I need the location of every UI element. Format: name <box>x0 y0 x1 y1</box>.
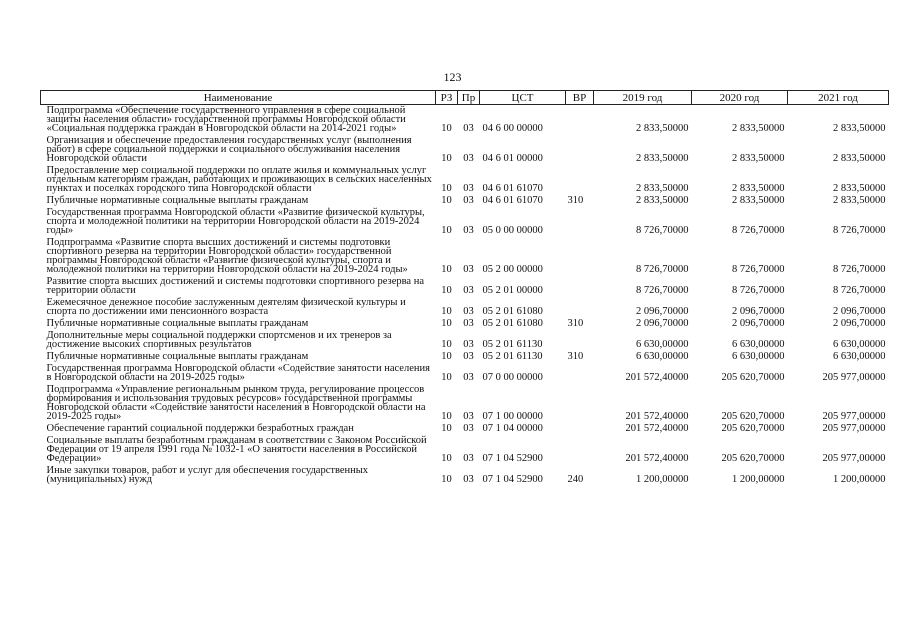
cell-2020: 8 726,70000 <box>732 285 785 296</box>
cell-pr: 03 <box>463 153 474 164</box>
table-row <box>41 105 889 136</box>
cell-vr: 240 <box>567 474 584 485</box>
cell-cst: 04 6 01 00000 <box>482 153 543 164</box>
cell-name: Подпрограмма «Развитие спорта высших достижений и системы подготовки спортивного резерва на территории Новгородской области» государственной программы Новгородской области «Развитие физической культуры, спорта и молодежной политики на территории Новгородской области на 2019-2024 годы» <box>46 237 408 275</box>
cell-2020: 1 200,00000 <box>732 474 785 485</box>
cell-2021: 1 200,00000 <box>833 474 886 485</box>
cell-vr <box>566 276 594 297</box>
cell-cst: 07 0 00 00000 <box>482 372 543 383</box>
cell-rz: 10 <box>441 195 452 206</box>
cell-2021: 2 096,70000 <box>833 318 886 329</box>
cell-2020: 205 620,70000 <box>721 423 785 434</box>
cell-2021: 8 726,70000 <box>833 225 886 236</box>
cell-2019: 201 572,40000 <box>625 423 689 434</box>
cell-pr: 03 <box>463 195 474 206</box>
table-row <box>41 435 889 465</box>
cell-name: Подпрограмма «Обеспечение государственного управления в сфере социальной защиты населения области» государственной программы Новгородской области «Социальная поддержка граждан в Новгородской области на 2014-2021 годы» <box>46 105 406 134</box>
cell-2019: 201 572,40000 <box>625 453 689 464</box>
cell-2021: 6 630,00000 <box>833 351 886 362</box>
cell-cst: 04 6 01 61070 <box>482 183 543 194</box>
cell-2019: 6 630,00000 <box>636 339 689 350</box>
cell-name: Государственная программа Новгородской области «Содействие занятости населения в Новгородской области на 2019-2025 годы» <box>46 363 430 383</box>
cell-2019: 201 572,40000 <box>625 411 689 422</box>
cell-2019: 6 630,00000 <box>636 351 689 362</box>
cell-name: Предоставление мер социальной поддержки по оплате жилья и коммунальных услуг отдельным категориям граждан, работающих и проживающих в сельских населенных пунктах и поселках городского типа Новгородской области <box>46 165 432 194</box>
cell-2019: 2 833,50000 <box>636 183 689 194</box>
cell-vr <box>566 330 594 351</box>
cell-pr: 03 <box>463 318 474 329</box>
cell-vr <box>566 105 594 136</box>
cell-cst: 07 1 04 52900 <box>482 474 543 485</box>
table-row <box>41 330 889 351</box>
cell-2020: 205 620,70000 <box>721 372 785 383</box>
cell-vr <box>566 384 594 423</box>
cell-2019: 2 096,70000 <box>636 306 689 317</box>
cell-pr: 03 <box>463 183 474 194</box>
cell-cst: 07 1 04 52900 <box>482 453 543 464</box>
cell-2020: 6 630,00000 <box>732 339 785 350</box>
cell-name: Публичные нормативные социальные выплаты гражданам <box>46 318 309 329</box>
cell-rz: 10 <box>441 474 452 485</box>
table-row <box>41 297 889 318</box>
table-body <box>41 105 889 487</box>
cell-rz: 10 <box>441 306 452 317</box>
table-row <box>41 237 889 276</box>
cell-2019: 1 200,00000 <box>636 474 689 485</box>
cell-rz: 10 <box>441 318 452 329</box>
cell-name: Развитие спорта высших достижений и системы подготовки спортивного резерва на территории области <box>46 276 424 296</box>
cell-vr: 310 <box>567 351 584 362</box>
table-row <box>41 207 889 237</box>
cell-rz: 10 <box>441 183 452 194</box>
page-number: 123 <box>443 70 462 84</box>
cell-name: Дополнительные меры социальной поддержки спортсменов и их тренеров за достижение высоких спортивных результатов <box>46 330 392 350</box>
cell-rz: 10 <box>441 453 452 464</box>
cell-2021: 2 833,50000 <box>833 183 886 194</box>
cell-2019: 8 726,70000 <box>636 225 689 236</box>
cell-2020: 2 833,50000 <box>732 123 785 134</box>
cell-cst: 05 2 01 00000 <box>482 285 543 296</box>
cell-2020: 2 096,70000 <box>732 306 785 317</box>
cell-rz: 10 <box>441 225 452 236</box>
cell-pr: 03 <box>463 423 474 434</box>
header-rz: РЗ <box>436 91 458 105</box>
cell-pr: 03 <box>463 474 474 485</box>
cell-cst: 04 6 01 61070 <box>482 195 543 206</box>
cell-pr: 03 <box>463 351 474 362</box>
table-row <box>41 195 889 207</box>
cell-2021: 8 726,70000 <box>833 285 886 296</box>
cell-rz: 10 <box>441 123 452 134</box>
cell-vr <box>566 423 594 435</box>
cell-cst: 07 1 04 00000 <box>482 423 543 434</box>
table-row <box>41 423 889 435</box>
cell-vr <box>566 135 594 165</box>
table-header <box>41 91 889 105</box>
cell-cst: 05 0 00 00000 <box>482 225 543 236</box>
cell-name: Иные закупки товаров, работ и услуг для обеспечения государственных (муниципальных) нужд <box>46 465 369 485</box>
cell-pr: 03 <box>463 411 474 422</box>
cell-pr: 03 <box>463 264 474 275</box>
cell-rz: 10 <box>441 351 452 362</box>
cell-2021: 205 977,00000 <box>822 411 886 422</box>
cell-cst: 05 2 01 61080 <box>482 318 543 329</box>
cell-vr <box>566 363 594 384</box>
cell-cst: 05 2 01 61130 <box>482 351 543 362</box>
header-pr: Пр <box>458 91 480 105</box>
cell-vr <box>566 297 594 318</box>
cell-2021: 2 096,70000 <box>833 306 886 317</box>
cell-vr <box>566 237 594 276</box>
cell-vr <box>566 435 594 465</box>
cell-2019: 2 833,50000 <box>636 123 689 134</box>
cell-2020: 8 726,70000 <box>732 225 785 236</box>
cell-2019: 2 833,50000 <box>636 195 689 206</box>
header-vr: ВР <box>566 91 594 105</box>
cell-2021: 6 630,00000 <box>833 339 886 350</box>
cell-cst: 05 2 00 00000 <box>482 264 543 275</box>
cell-name: Обеспечение гарантий социальной поддержки безработных граждан <box>46 423 354 434</box>
cell-name: Публичные нормативные социальные выплаты гражданам <box>46 195 309 206</box>
cell-name: Организация и обеспечение предоставления государственных услуг (выполнения работ) в сфере социальной поддержки и социального обслуживания населения Новгородской области <box>46 135 412 164</box>
cell-2021: 205 977,00000 <box>822 423 886 434</box>
cell-rz: 10 <box>441 285 452 296</box>
cell-2019: 2 833,50000 <box>636 153 689 164</box>
cell-rz: 10 <box>441 423 452 434</box>
table-row <box>41 384 889 423</box>
cell-cst: 04 6 00 00000 <box>482 123 543 134</box>
cell-cst: 07 1 00 00000 <box>482 411 543 422</box>
cell-rz: 10 <box>441 153 452 164</box>
cell-vr: 310 <box>567 195 584 206</box>
header-2020: 2020 год <box>692 91 788 105</box>
cell-2021: 2 833,50000 <box>833 153 886 164</box>
cell-2020: 205 620,70000 <box>721 453 785 464</box>
cell-vr <box>566 165 594 195</box>
cell-2020: 2 833,50000 <box>732 153 785 164</box>
cell-rz: 10 <box>441 411 452 422</box>
cell-cst: 05 2 01 61130 <box>482 339 543 350</box>
cell-2021: 2 833,50000 <box>833 195 886 206</box>
cell-2020: 2 833,50000 <box>732 183 785 194</box>
cell-pr: 03 <box>463 285 474 296</box>
table-row <box>41 135 889 165</box>
cell-pr: 03 <box>463 306 474 317</box>
cell-2019: 8 726,70000 <box>636 264 689 275</box>
cell-cst: 05 2 01 61080 <box>482 306 543 317</box>
header-cst: ЦСТ <box>480 91 566 105</box>
table-row <box>41 465 889 486</box>
cell-2020: 2 833,50000 <box>732 195 785 206</box>
cell-rz: 10 <box>441 372 452 383</box>
header-2019: 2019 год <box>594 91 692 105</box>
cell-name: Социальные выплаты безработным гражданам в соответствии с Законом Российской Федерации от 19 апреля 1991 года № 1032-1 «О занятости населения в Российской Федерации» <box>46 435 427 464</box>
header-2021: 2021 год <box>788 91 889 105</box>
cell-name: Подпрограмма «Управление региональным рынком труда, регулирование процессов формирования и использования трудовых ресурсов» государственной программы Новгородской области «Содействие занятости населения в Новгородской области на 2019-2025 годы» <box>46 384 426 422</box>
table-row <box>41 318 889 330</box>
cell-name: Государственная программа Новгородской области «Развитие физической культуры, спорта и молодежной политики на территории Новгородской области на 2019-2024 годы» <box>46 207 425 236</box>
cell-pr: 03 <box>463 225 474 236</box>
table-row <box>41 276 889 297</box>
cell-2019: 201 572,40000 <box>625 372 689 383</box>
cell-2019: 2 096,70000 <box>636 318 689 329</box>
cell-vr <box>566 207 594 237</box>
cell-pr: 03 <box>463 372 474 383</box>
table-row <box>41 363 889 384</box>
cell-2021: 205 977,00000 <box>822 372 886 383</box>
budget-table <box>40 90 889 486</box>
cell-2020: 8 726,70000 <box>732 264 785 275</box>
cell-2021: 8 726,70000 <box>833 264 886 275</box>
cell-2020: 2 096,70000 <box>732 318 785 329</box>
cell-rz: 10 <box>441 264 452 275</box>
table-row <box>41 351 889 363</box>
cell-pr: 03 <box>463 453 474 464</box>
header-name: Наименование <box>41 91 436 105</box>
cell-pr: 03 <box>463 339 474 350</box>
cell-pr: 03 <box>463 123 474 134</box>
cell-2021: 205 977,00000 <box>822 453 886 464</box>
cell-vr: 310 <box>567 318 584 329</box>
cell-2020: 6 630,00000 <box>732 351 785 362</box>
cell-name: Публичные нормативные социальные выплаты гражданам <box>46 351 309 362</box>
cell-2020: 205 620,70000 <box>721 411 785 422</box>
cell-2019: 8 726,70000 <box>636 285 689 296</box>
cell-rz: 10 <box>441 339 452 350</box>
table-row <box>41 165 889 195</box>
cell-name: Ежемесячное денежное пособие заслуженным деятелям физической культуры и спорта по достижении ими пенсионного возраста <box>46 297 406 317</box>
cell-2021: 2 833,50000 <box>833 123 886 134</box>
